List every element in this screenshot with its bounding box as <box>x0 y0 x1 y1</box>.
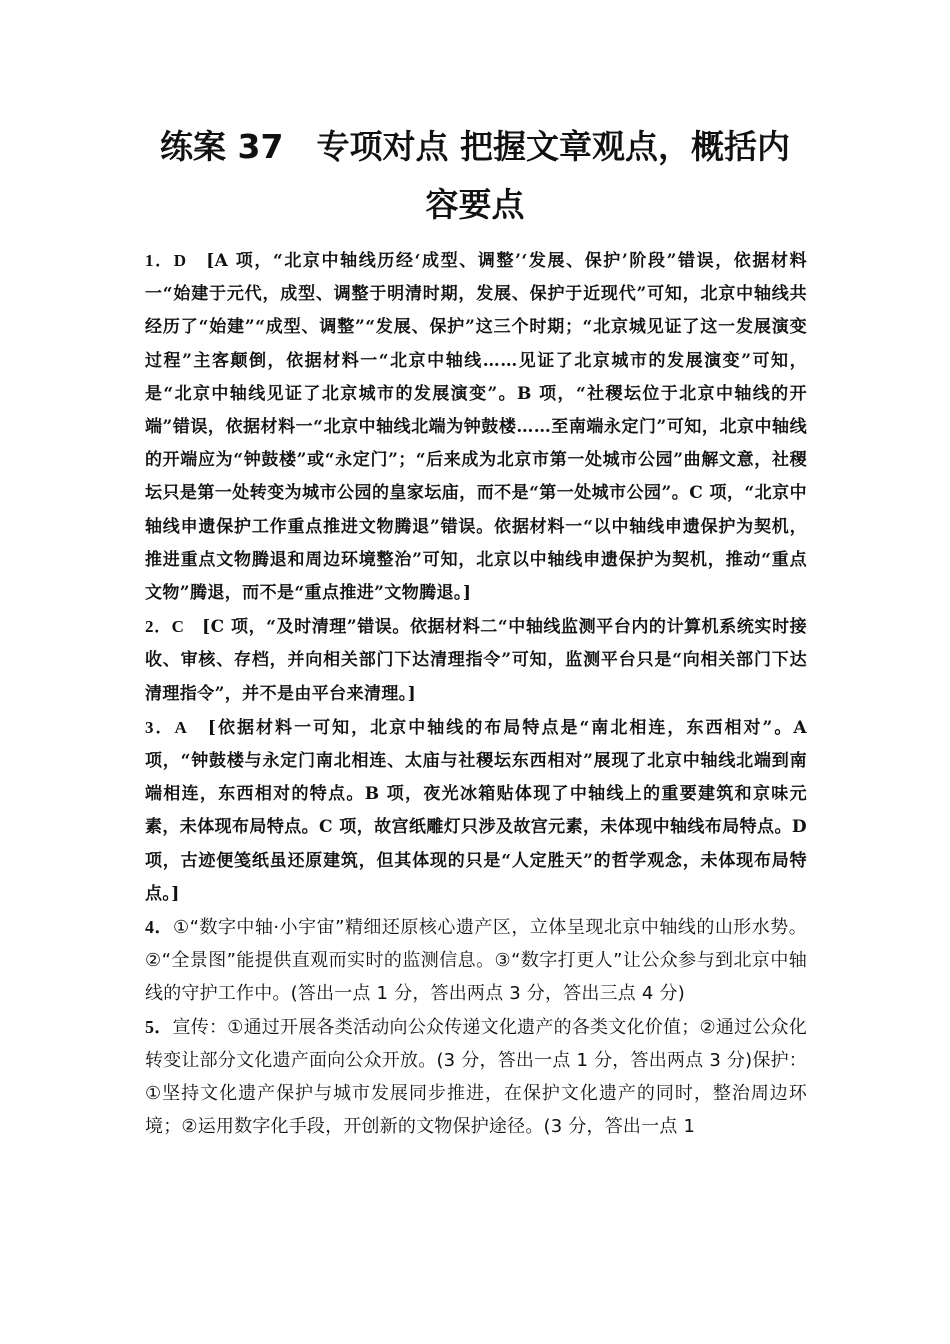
answer-number: 5． <box>145 1016 173 1037</box>
answer-text: [C 项，“及时清理”错误。依据材料二“中轴线监测平台内的计算机系统实时接收、审核、存档，并向相关部门下达清理指令”可知，监测平台只是“向相关部门下达清理指令”，并不是由平台来清理。] <box>145 617 807 704</box>
answer-number: 1．D <box>145 251 187 270</box>
answer-item-1 <box>145 244 807 610</box>
answer-number: 2．C <box>145 617 185 637</box>
answer-number: 4． <box>145 917 173 938</box>
answer-text: ①“数字中轴·小宇宙”精细还原核心遗产区，立体呈现北京中轴线的山形水势。②“全景图”能提供直观而实时的监测信息。③“数字打更人”让公众参与到北京中轴线的守护工作中。(答出一点 1 分，答出两点 3 分，答出三点 4 分) <box>145 917 807 1005</box>
answer-number: 3．A <box>145 717 188 737</box>
page-title: 练案 37 专项对点 把握文章观点，概括内容要点 <box>160 127 790 224</box>
answer-text: [依据材料一可知，北京中轴线的布局特点是“南北相连，东西相对”。A 项，“钟鼓楼与永定门南北相连、太庙与社稷坛东西相对”展现了北京中轴线北端到南端相连，东西相对的特点。B 项，夜光冰箱贴体现了中轴线上的重要建筑和京味元素，未体现布局特点。C 项，故宫纸雕灯只涉及故宫元素，未体现中轴线布局特点。D 项，古迹便笺纸虽还原建筑，但其体现的只是“人定胜天”的哲学观念，未体现布局特点。] <box>145 717 807 904</box>
answer-text: 宣传：①通过开展各类活动向公众传递文化遗产的各类文化价值；②通过公众化转变让部分文化遗产面向公众开放。(3 分，答出一点 1 分，答出两点 3 分)保护：①坚持文化遗产保护与城市发展同步推进，在保护文化遗产的同时，整治周边环境；②运用数字化手段，开创新的文物保护途径。(3 分，答出一点 1 <box>145 1016 807 1138</box>
answer-list <box>145 244 807 1143</box>
answer-item-4 <box>145 911 807 1011</box>
answer-item-3 <box>145 711 807 911</box>
answer-text: [A 项，“北京中轴线历经‘成型、调整’‘发展、保护’阶段”错误，依据材料一“始建于元代，成型、调整于明清时期，发展、保护于近现代”可知，北京中轴线共经历了“始建”“成型、调整”“发展、保护”这三个时期；“北京城见证了这一发展演变过程”主客颠倒，依据材料一“北京中轴线……见证了北京城市的发展演变”可知，是“北京中轴线见证了北京城市的发展演变”。B 项，“社稷坛位于北京中轴线的开端”错误，依据材料一“北京中轴线北端为钟鼓楼……至南端永定门”可知，北京中轴线的开端应为“钟鼓楼”或“永定门”；“后来成为北京市第一处城市公园”曲解文意，社稷坛只是第一处转变为城市公园的皇家坛庙，而不是“第一处城市公园”。C 项，“北京中轴线申遗保护工作重点推进文物腾退”错误。依据材料一“以中轴线申遗保护为契机，推进重点文物腾退和周边环境整治”可知，北京以中轴线申遗保护为契机，推动“重点文物”腾退，而不是“重点推进”文物腾退。] <box>145 251 808 604</box>
answer-item-5 <box>145 1011 807 1144</box>
answer-item-2 <box>145 610 807 711</box>
